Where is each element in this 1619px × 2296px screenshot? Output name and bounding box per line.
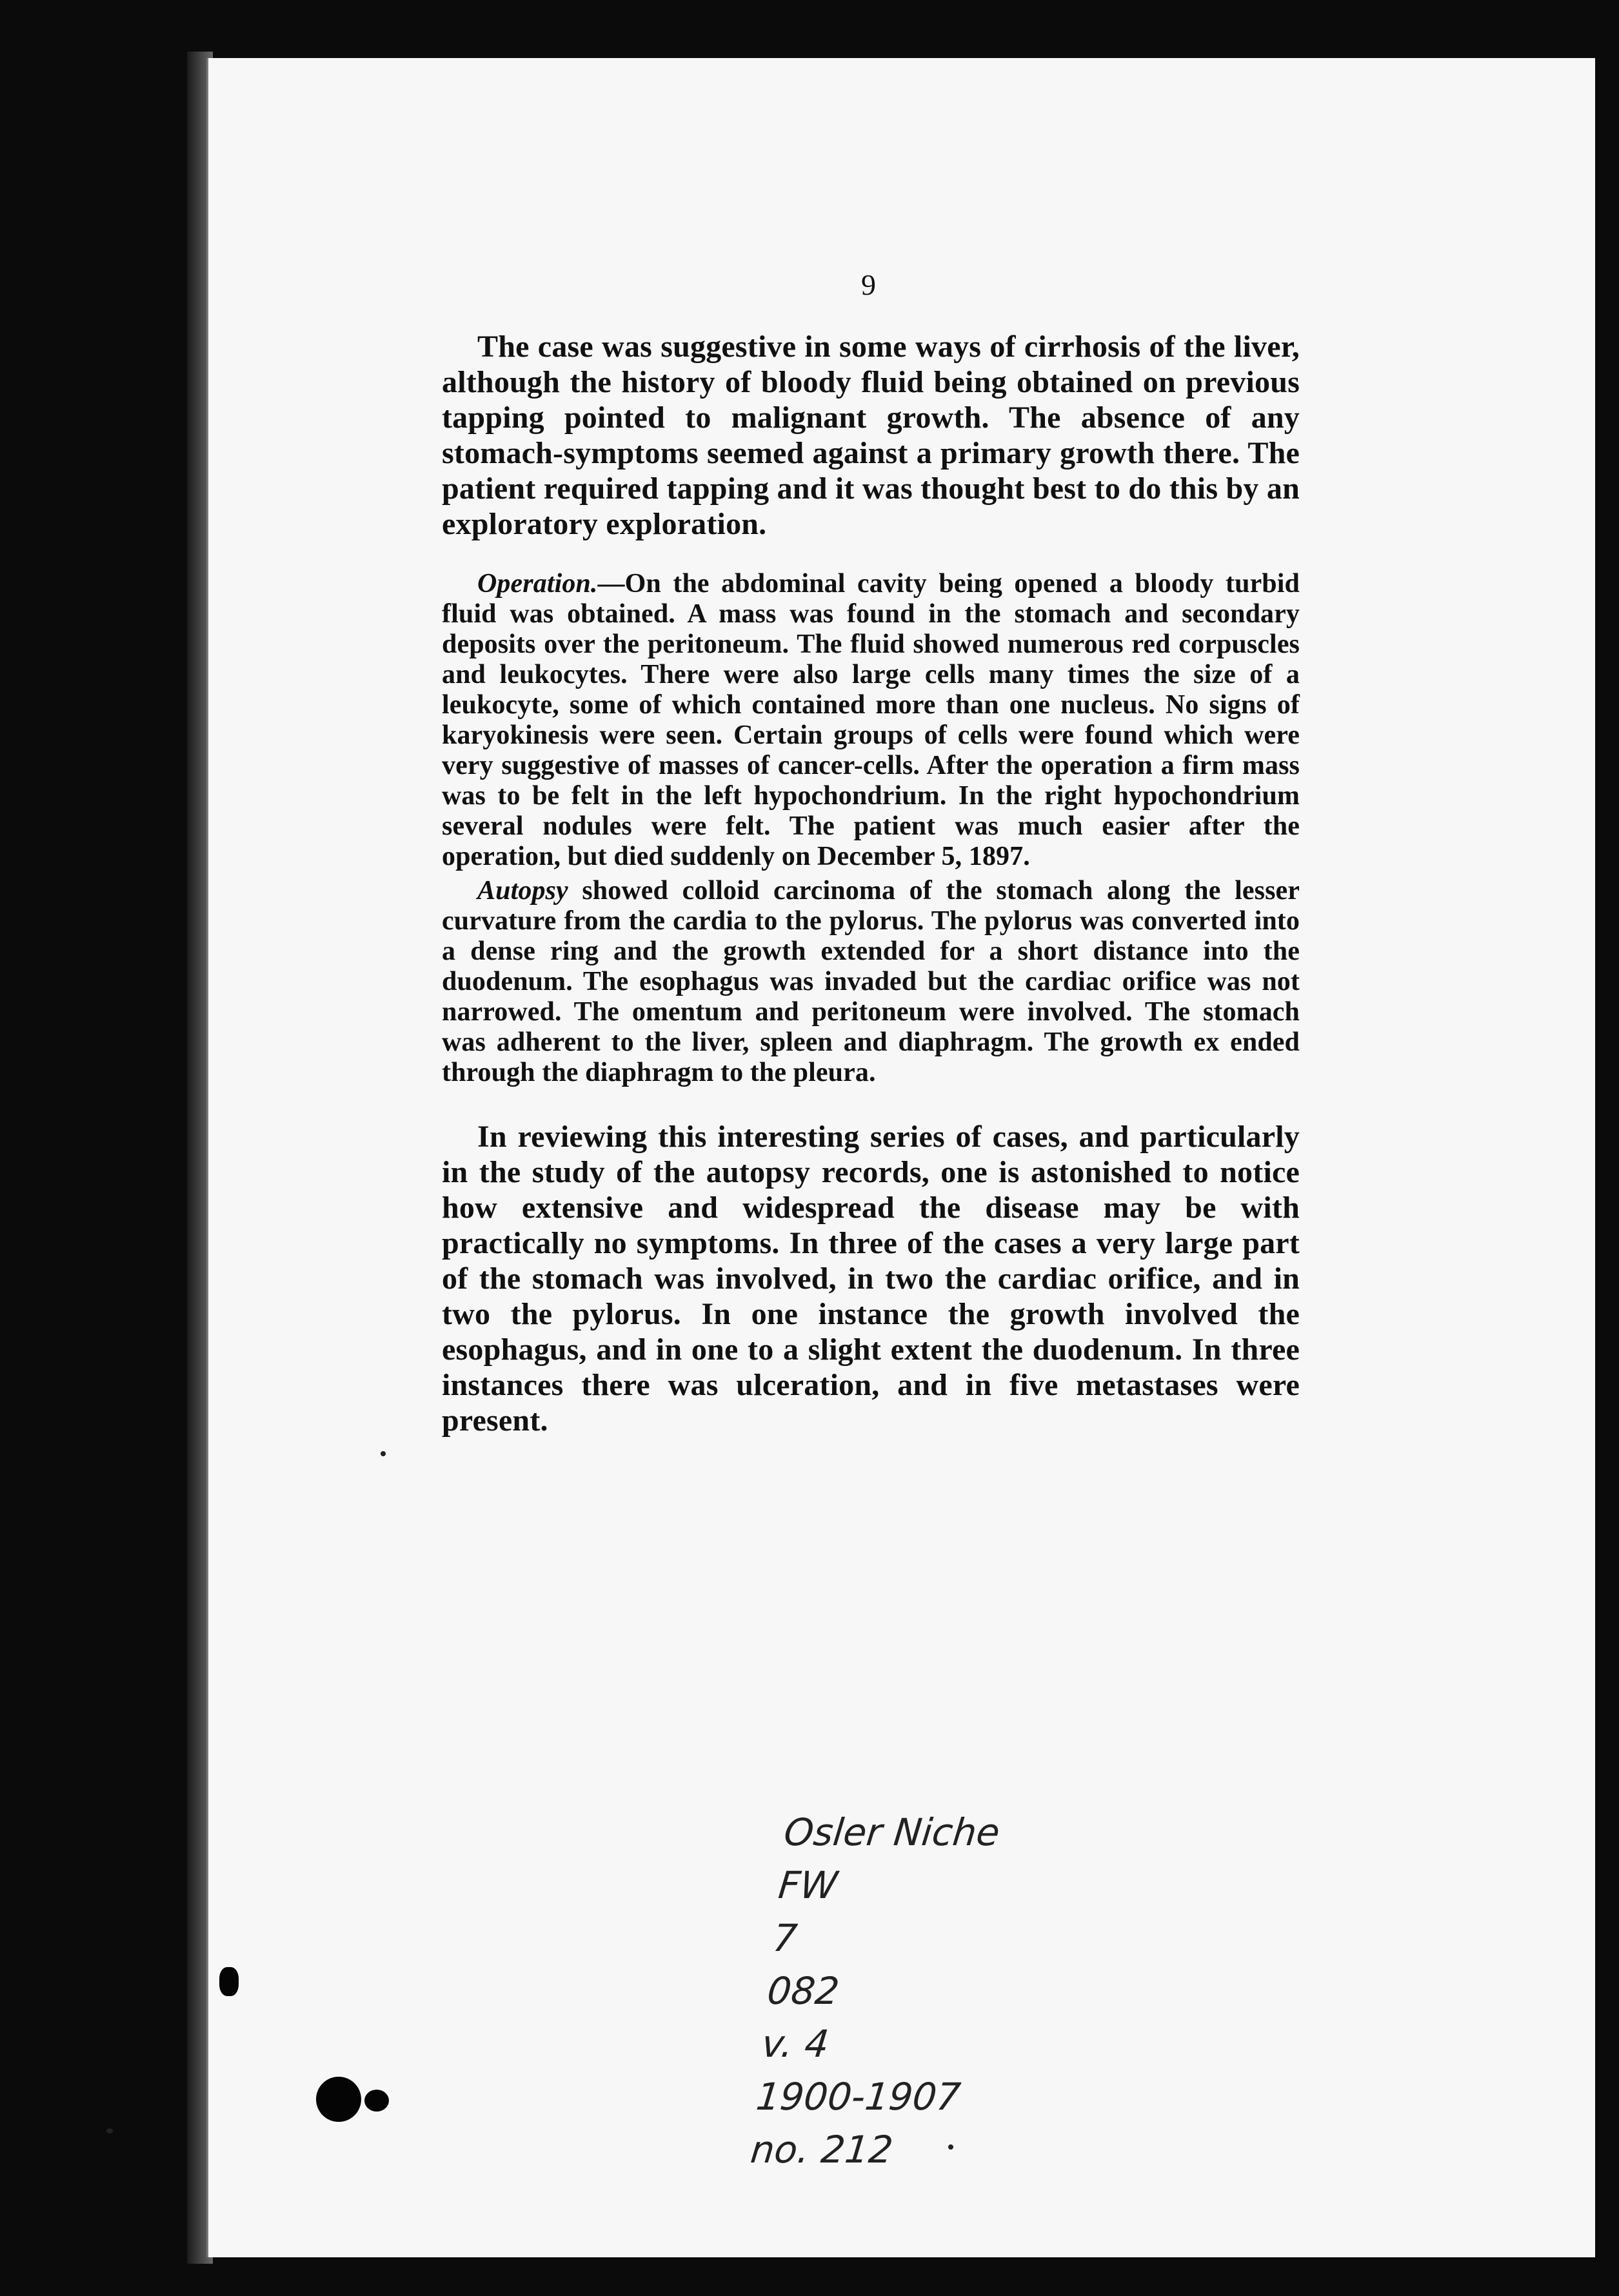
note-line: 082: [765, 1969, 842, 2013]
note-line: Osler Niche: [782, 1810, 1002, 1854]
note-line: 1900-1907: [754, 2075, 963, 2119]
note-line: FW: [776, 1863, 840, 1907]
body-text: [442, 329, 1300, 1438]
note-line: no. 212: [748, 2128, 895, 2172]
page-number: 9: [861, 268, 876, 301]
paragraph-autopsy: [442, 876, 1300, 1088]
operation-text: —On the abdominal cavity being opened a bloody turbid fluid was obtained. A mass was found in the stomach and secondary deposits over the peritoneum. The fluid showed numerous red corpuscles and leukocytes. There were also large cells many times the size of a leukocyte, some of which contained more than one nucleus. No signs of karyokinesis were seen. Certain groups of cells were found which were very suggestive of masses of cancer-cells. After the operation a firm mass was to be felt in the left hypochondrium. In the right hypochondrium several nodules were felt. The patient was much easier after the operation, but died suddenly on December 5, 1897.: [442, 569, 1300, 871]
ink-blot: [316, 2077, 361, 2122]
note-line: 7: [771, 1916, 800, 1960]
dust-speck: [381, 1451, 386, 1456]
paragraph-operation: [442, 569, 1300, 872]
dust-speck: [106, 2128, 113, 2133]
operation-heading: Operation.: [477, 569, 598, 599]
ink-blot: [364, 2090, 389, 2112]
paragraph-case-summary: The case was suggestive in some ways of cirrhosis of the liver, although the history of bloody fluid being obtained on previous tapping pointed to malignant growth. The absence of any stomach-symptoms seemed against a primary growth there. The patient required tapping and it was thought best to do this by an exploratory exploration.: [442, 330, 1300, 541]
paragraph-review: In reviewing this interesting series of cases, and particularly in the study of the autopsy records, one is astonished to notice how extensive and widespread the disease may be with practically no symptoms. In three of the cases a very large part of the stomach was involved, in two the cardiac orifice, and in two the pylorus. In one instance the growth involved the esophagus, and in one to a slight extent the duodenum. In three instances there was ulceration, and in five metastases were present.: [442, 1120, 1300, 1438]
note-line: v. 4: [759, 2022, 831, 2066]
ink-blot: [219, 1967, 239, 1996]
autopsy-text: showed colloid carcinoma of the stomach along the lesser curvature from the cardia to the pylorus. The pylorus was converted into a dense ring and the growth extended for a short distance into the duodenum. The esophagus was invaded but the cardiac orifice was not narrowed. The omentum and peritoneum were involved. The stomach was adherent to the liver, spleen and diaphragm. The growth ex ended through the diaphragm to the pleura.: [442, 876, 1300, 1087]
dust-speck: [948, 2144, 953, 2150]
autopsy-heading: Autopsy: [477, 876, 568, 906]
handwritten-call-number: [748, 1806, 1002, 2176]
